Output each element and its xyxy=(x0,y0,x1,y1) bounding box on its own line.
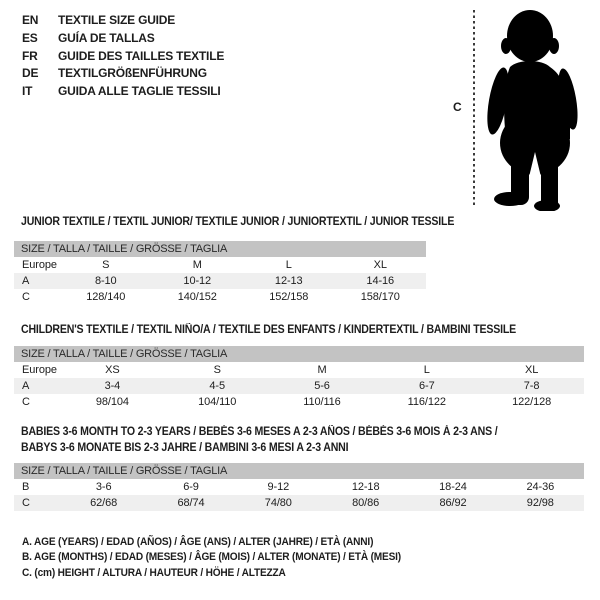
height-cell: 74/80 xyxy=(235,495,322,511)
lang-row-fr xyxy=(22,48,224,66)
size-cell: XL xyxy=(524,364,539,376)
lang-row-it xyxy=(22,83,224,101)
age-cell: 12-13 xyxy=(243,273,335,289)
lang-code: DE xyxy=(22,66,39,81)
age-cell: 9-12 xyxy=(267,481,290,493)
height-cell: 86/92 xyxy=(409,495,496,511)
size-header-bar: SIZE / TALLA / TAILLE / GRÖSSE / TAGLIA xyxy=(14,346,584,362)
row-label-c: C xyxy=(14,495,60,511)
table-row-height xyxy=(14,495,584,511)
table-row-age xyxy=(14,378,584,394)
size-cell: M xyxy=(192,259,202,271)
height-marker-label: C xyxy=(453,100,462,114)
age-cell: 6-7 xyxy=(374,378,479,394)
table-row-height xyxy=(14,289,426,305)
age-cell: 3-4 xyxy=(60,378,165,394)
height-cell: 122/128 xyxy=(512,396,552,408)
lang-title: GUIDE DES TAILLES TEXTILE xyxy=(58,48,225,63)
lang-title: TEXTILE SIZE GUIDE xyxy=(58,13,176,27)
language-title-list xyxy=(22,12,224,101)
babies-table-title-line1: BABIES 3-6 MONTH TO 2-3 YEARS / BEBÉS 3-6 MESES A 2-3 AÑOS / BÉBÉS 3-6 MOIS À 2-3 ANS / xyxy=(21,426,498,438)
height-cell: 140/152 xyxy=(177,291,217,303)
row-label-europe: Europe xyxy=(22,259,57,271)
junior-table-title: JUNIOR TEXTILE / TEXTIL JUNIOR/ TEXTILE JUNIOR / JUNIORTEXTIL / JUNIOR TESSILE xyxy=(21,216,455,228)
children-table-title: CHILDREN'S TEXTILE / TEXTIL NIÑO/A / TEXTILE DES ENFANTS / KINDERTEXTIL / BAMBINI TESSILE xyxy=(21,324,517,336)
size-cell: XL xyxy=(373,259,387,271)
age-cell: 6-9 xyxy=(183,481,199,493)
age-cell: 18-24 xyxy=(439,481,467,493)
height-cell: 80/86 xyxy=(322,495,409,511)
height-cell: 116/122 xyxy=(407,396,446,408)
measurement-legend xyxy=(22,535,434,581)
age-cell: 24-36 xyxy=(526,481,555,493)
height-cell: 68/74 xyxy=(147,495,234,511)
age-cell: 4-5 xyxy=(165,378,270,394)
baby-silhouette-icon xyxy=(486,9,586,211)
lang-title: GUIDA ALLE TAGLIE TESSILI xyxy=(58,84,221,99)
height-cell: 152/158 xyxy=(269,291,309,303)
height-cell: 128/140 xyxy=(86,291,126,303)
size-cell: S xyxy=(213,364,221,376)
age-cell: 12-18 xyxy=(351,481,380,493)
height-cell: 62/68 xyxy=(60,495,147,511)
size-cell: L xyxy=(285,259,292,271)
legend-line-a: A. AGE (YEARS) / EDAD (AÑOS) / ÂGE (ANS) / ALTER (JAHRE) / ETÀ (ANNI) xyxy=(22,536,374,548)
table-row-age xyxy=(14,273,426,289)
table-row-sizes xyxy=(14,257,426,273)
legend-line-c: C. (cm) HEIGHT / ALTURA / HAUTEUR / HÖHE / ALTEZZA xyxy=(22,566,286,579)
size-cell: XS xyxy=(105,364,120,376)
height-cell: 110/116 xyxy=(303,396,341,408)
children-size-table xyxy=(14,346,584,410)
size-cell: S xyxy=(102,259,110,271)
table-row-sizes xyxy=(14,362,584,378)
lang-code: FR xyxy=(22,48,38,63)
height-cell: 98/104 xyxy=(95,396,129,408)
row-label-c: C xyxy=(22,291,30,303)
lang-code: ES xyxy=(22,30,38,45)
age-cell: 7-8 xyxy=(479,378,584,394)
size-header-bar: SIZE / TALLA / TAILLE / GRÖSSE / TAGLIA xyxy=(14,463,584,479)
table-row-height xyxy=(14,394,584,410)
age-cell: 5-6 xyxy=(270,378,375,394)
age-cell: 10-12 xyxy=(152,273,244,289)
legend-line-b: B. AGE (MONTHS) / EDAD (MESES) / ÂGE (MOIS) / ALTER (MONATE) / ETÀ (MESI) xyxy=(22,551,401,564)
lang-code: EN xyxy=(22,13,39,27)
row-label-a: A xyxy=(14,273,60,289)
age-cell: 14-16 xyxy=(335,273,427,289)
lang-row-es xyxy=(22,30,224,48)
babies-size-table xyxy=(14,463,584,511)
lang-row-de xyxy=(22,65,224,83)
junior-size-table xyxy=(14,241,426,305)
height-cell: 158/170 xyxy=(360,291,400,303)
row-label-europe: Europe xyxy=(22,364,57,376)
row-label-b: B xyxy=(22,481,30,493)
size-cell: L xyxy=(423,364,430,376)
size-cell: M xyxy=(317,364,327,376)
row-label-c: C xyxy=(22,396,30,408)
babies-table-title-line2: BABYS 3-6 MONATE BIS 2-3 JAHRE / BAMBINI 3-6 MESI A 2-3 ANNI xyxy=(21,442,349,454)
row-label-a: A xyxy=(14,378,60,394)
height-cell: 104/110 xyxy=(198,396,237,408)
age-cell: 8-10 xyxy=(60,273,152,289)
table-row-age-months xyxy=(14,479,584,495)
lang-row-en xyxy=(22,12,224,30)
height-dashed-line xyxy=(473,10,475,206)
lang-title: TEXTILGRÖßENFÜHRUNG xyxy=(58,66,207,81)
lang-title: GUÍA DE TALLAS xyxy=(58,30,155,45)
height-cell: 92/98 xyxy=(497,495,584,511)
size-header-bar: SIZE / TALLA / TAILLE / GRÖSSE / TAGLIA xyxy=(14,241,426,257)
age-cell: 3-6 xyxy=(95,481,112,493)
lang-code: IT xyxy=(22,84,33,99)
